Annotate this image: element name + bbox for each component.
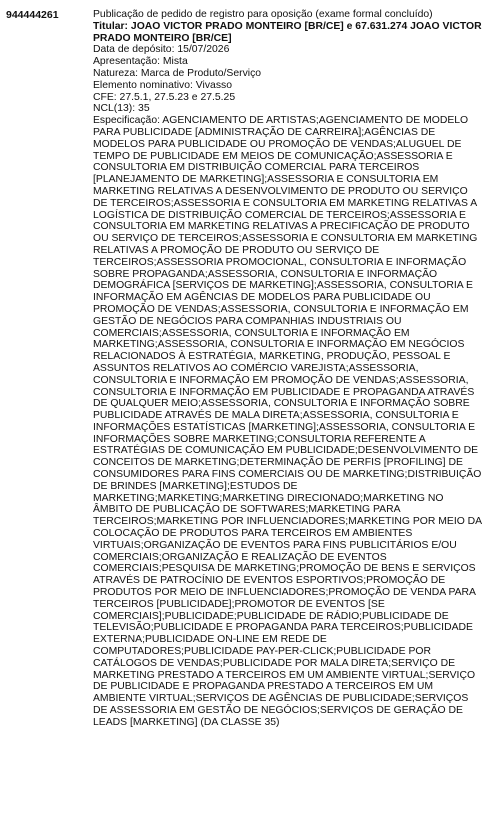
nominative-element: Elemento nominativo: Vivasso — [93, 79, 232, 91]
cfe-codes: CFE: 27.5.1, 27.5.23 e 27.5.25 — [93, 91, 236, 103]
presentation: Apresentação: Mista — [93, 56, 188, 68]
ncl-class: NCL(13): 35 — [93, 103, 150, 115]
record-details — [93, 9, 483, 729]
holder: Titular: JOAO VICTOR PRADO MONTEIRO [BR/CE] e 67.631.274 JOAO VICTOR PRADO MONTEIRO [BR/CE] — [93, 20, 482, 44]
nature: Natureza: Marca de Produto/Serviço — [93, 67, 262, 79]
publication-type: Publicação de pedido de registro para oposição (exame formal concluído) — [93, 9, 433, 20]
process-number: 944444261 — [6, 9, 59, 21]
deposit-date: Data de depósito: 15/07/2026 — [93, 44, 230, 56]
specification: Especificação: AGENCIAMENTO DE ARTISTAS;AGENCIAMENTO DE MODELO PARA PUBLICIDADE [ADMINISTRAÇÃO DE CARREIRA];AGÊNCIAS DE MODELOS PARA PUBLICIDADE OU PROMOÇÃO DE VENDAS;ALUGUEL DE TEMPO DE PUBLICIDADE EM MEIOS DE COMUNICAÇÃO;ASSESSORIA E CONSULTORIA EM DISTRIBUIÇÃO COMERCIAL PARA TERCEIROS [PLANEJAMENTO DE MARKETING];ASSESSORIA E CONSULTORIA EM MARKETING RELATIVAS A DESENVOLVIMENTO DE PRODUTO OU SERVIÇO DE TERCEIROS;ASSESSORIA E CONSULTORIA EM MARKETING RELATIVAS A LOGÍSTICA DE DISTRIBUIÇÃO COMERCIAL DE TERCEIROS;ASSESSORIA E CONSULTORIA EM MARKETING RELATIVAS A PRECIFICAÇÃO DE PRODUTO OU SERVIÇO DE TERCEIROS;ASSESSORIA E CONSULTORIA EM MARKETING RELATIVAS A PROMOÇÃO DE PRODUTO OU SERVIÇO DE TERCEIROS;ASSESSORIA PROMOCIONAL, CONSULTORIA E INFORMAÇÃO SOBRE PROPAGANDA;ASSESSORIA, CONSULTORIA E INFORMAÇÃO DEMOGRÁFICA [SERVIÇOS DE MARKETING];ASSESSORIA, CONSULTORIA E INFORMAÇÃO EM AGÊNCIAS DE MODELOS PARA PUBLICIDADE OU PROMOÇÃO DE VENDAS;ASSESSORIA, CONSULTORIA E INFORMAÇÃO EM GESTÃO DE NEGÓCIOS PARA COMPANHIAS INDUSTRIAIS OU COMERCIAIS;ASSESSORIA, CONSULTORIA E INFORMAÇÃO EM MARKETING;ASSESSORIA, CONSULTORIA E INFORMAÇÃO EM NEGÓCIOS RELACIONADOS À ESTRATÉGIA, MARKETING, PRODUÇÃO, PESSOAL E ASSUNTOS RELATIVOS AO COMÉRCIO VAREJISTA;ASSESSORIA, CONSULTORIA E INFORMAÇÃO EM PROMOÇÃO DE VENDAS;ASSESSORIA, CONSULTORIA E INFORMAÇÃO EM PUBLICIDADE E PROPAGANDA ATRAVÉS DE QUALQUER MEIO;ASSESSORIA, CONSULTORIA E INFORMAÇÃO SOBRE PUBLICIDADE ATRAVÉS DE MALA DIRETA;ASSESSORIA, CONSULTORIA E INFORMAÇÕES ESTATÍSTICAS [MARKETING];ASSESSORIA, CONSULTORIA E INFORMAÇÕES SOBRE MARKETING;CONSULTORIA REFERENTE A ESTRATÉGIAS DE COMUNICAÇÃO EM PUBLICIDADE;DESENVOLVIMENTO DE CONCEITOS DE MARKETING;DETERMINAÇÃO DE PERFIS [PROFILING] DE CONSUMIDORES PARA FINS COMERCIAIS OU DE MARKETING;DISTRIBUIÇÃO DE BRINDES [MARKETING];ESTUDOS DE MARKETING;MARKETING;MARKETING DIRECIONADO;MARKETING NO ÂMBITO DE PUBLICAÇÃO DE SOFTWARES;MARKETING PARA TERCEIROS;MARKETING POR INFLUENCIADORES;MARKETING POR MEIO DA COLOCAÇÃO DE PRODUTOS PARA TERCEIROS EM AMBIENTES VIRTUAIS;ORGANIZAÇÃO DE EVENTOS PARA FINS PUBLICITÁRIOS E/OU COMERCIAIS;ORGANIZAÇÃO E REALIZAÇÃO DE EVENTOS COMERCIAIS;PESQUISA DE MARKETING;PROMOÇÃO DE BENS E SERVIÇOS ATRAVÉS DE PATROCÍNIO DE EVENTOS ESPORTIVOS;PROMOÇÃO DE PRODUTOS POR MEIO DE INFLUENCIADORES;PROMOÇÃO DE VENDA PARA TERCEIROS [PUBLICIDADE];PROMOTOR DE EVENTOS [SE COMERCIAIS];PUBLICIDADE;PUBLICIDADE DE RÁDIO;PUBLICIDADE DE TELEVISÃO;PUBLICIDADE E PROPAGANDA PARA TERCEIROS;PUBLICIDADE EXTERNA;PUBLICIDADE ON-LINE EM REDE DE COMPUTADORES;PUBLICIDADE PAY-PER-CLICK;PUBLICIDADE POR CATÁLOGOS DE VENDAS;PUBLICIDADE POR MALA DIRETA;SERVIÇO DE MARKETING PRESTADO A TERCEIROS EM UM AMBIENTE VIRTUAL;SERVIÇO DE PUBLICIDADE E PROPAGANDA PRESTADO A TERCEIROS EM UM AMBIENTE VIRTUAL;SERVIÇOS DE AGÊNCIAS DE PUBLICIDADE;SERVIÇOS DE ASSESSORIA EM GESTÃO DE NEGÓCIOS;SERVIÇOS DE GERAÇÃO DE LEADS [MARKETING] (DA CLASSE 35) — [93, 115, 482, 728]
